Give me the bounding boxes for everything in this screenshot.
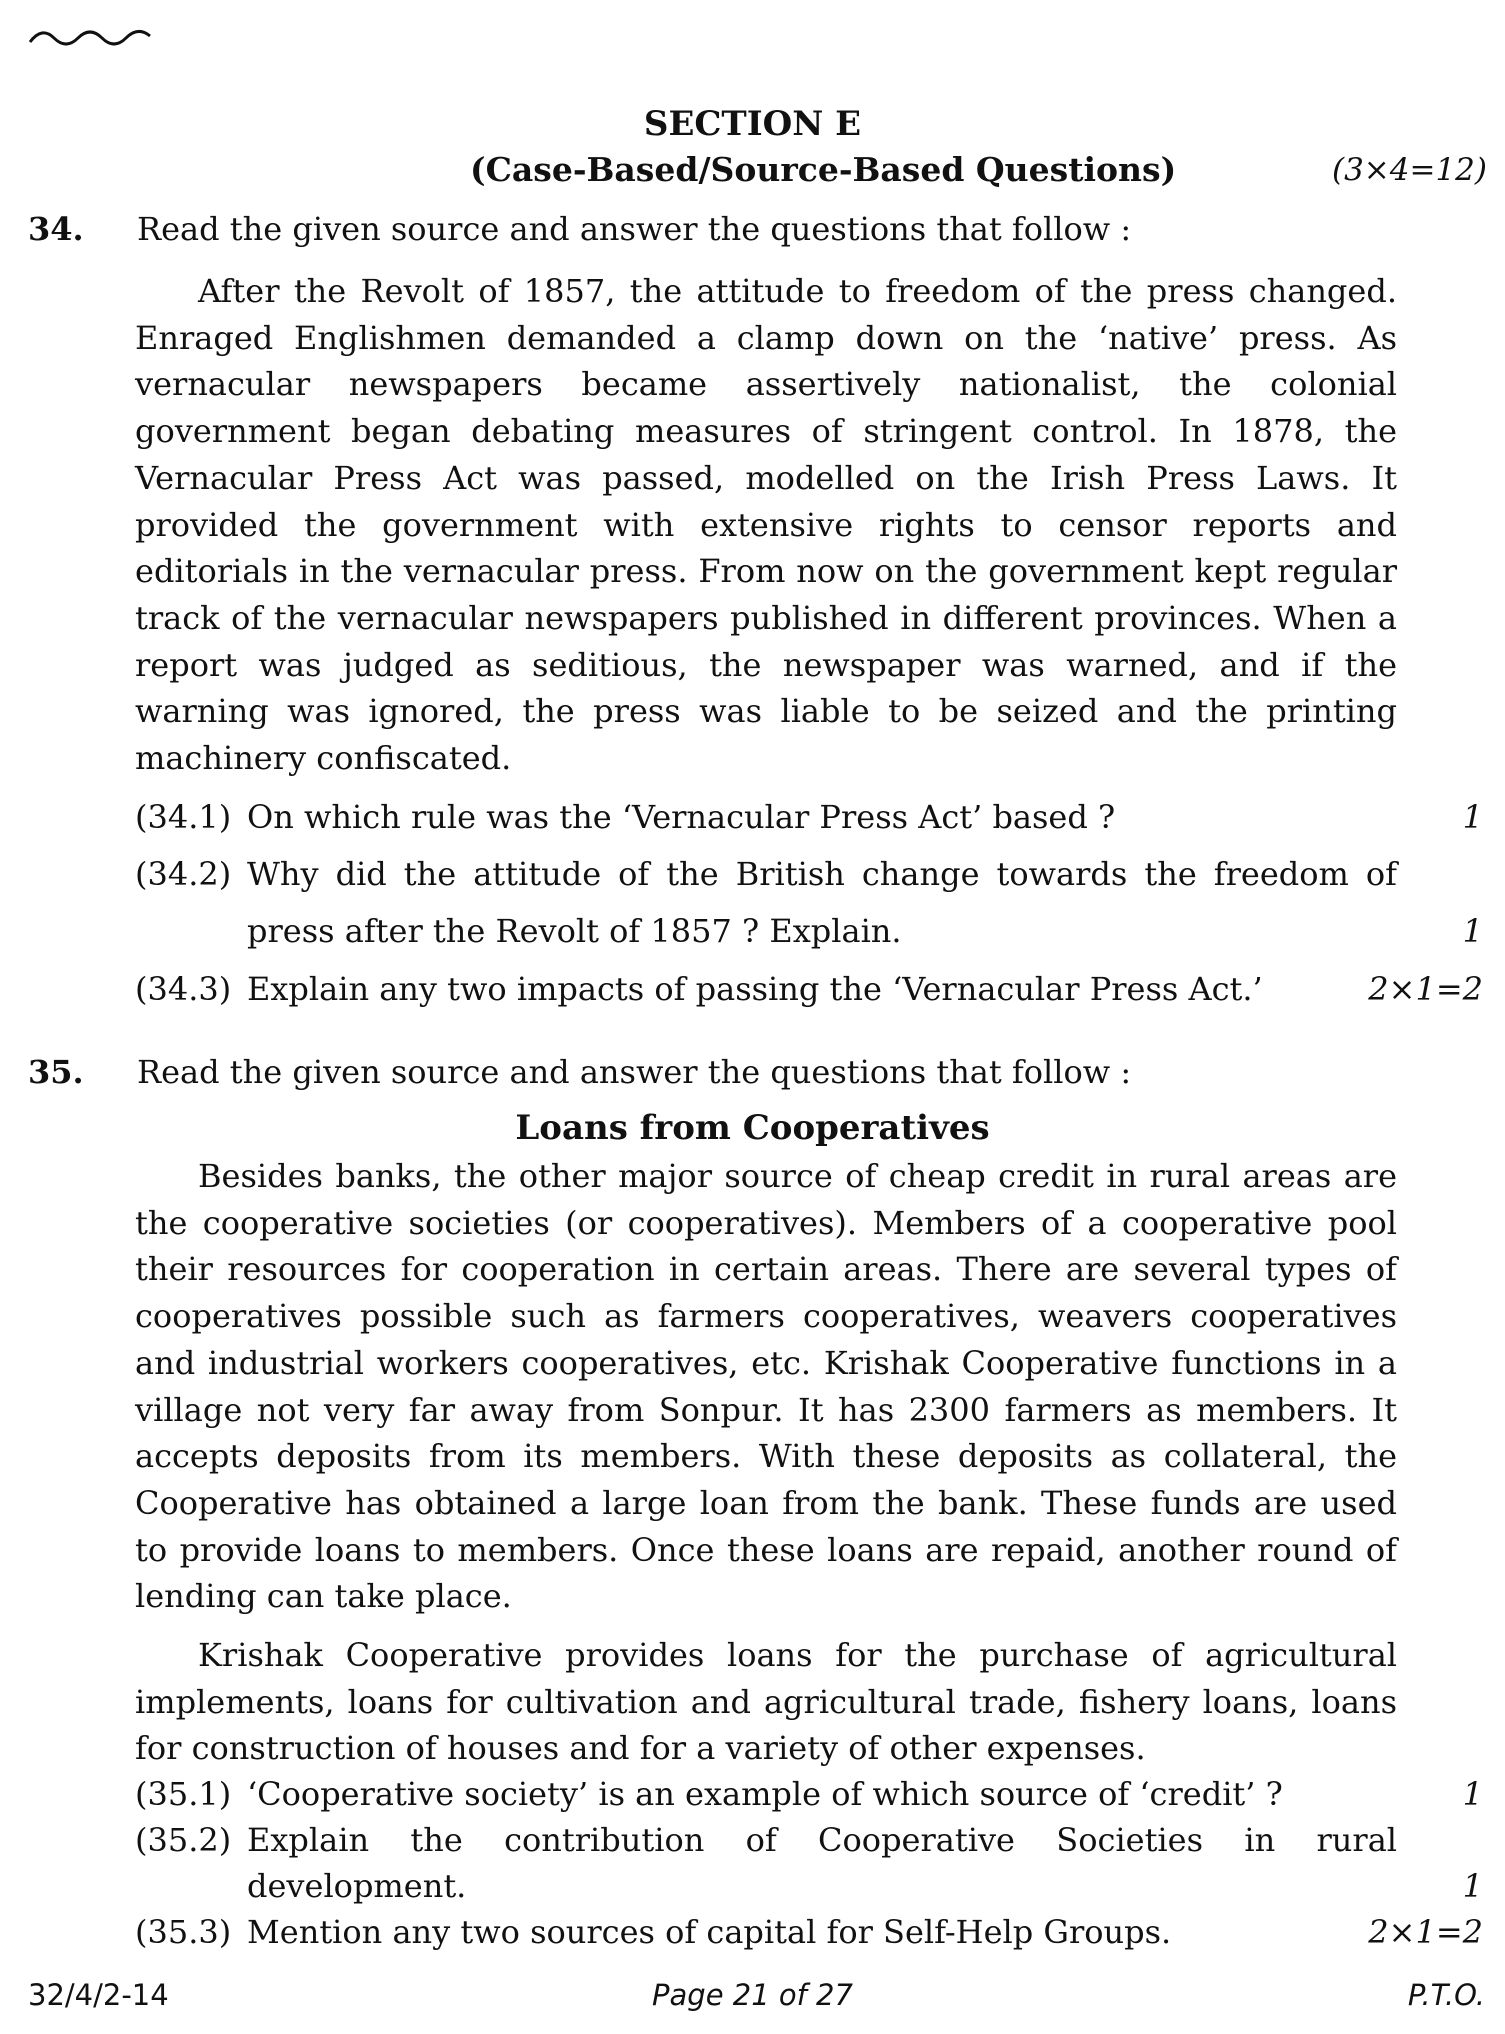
footer-paper-code: 32/4/2-14	[28, 1978, 169, 2012]
subquestion-34-2-text-line2: press after the Revolt of 1857 ? Explain.	[247, 912, 902, 950]
subquestion-34-1-number: (34.1)	[135, 798, 232, 836]
subquestion-35-2-text-line2: development.	[247, 1867, 467, 1905]
subquestion-34-3-number: (34.3)	[135, 970, 232, 1008]
question-35-passage-2: Krishak Cooperative provides loans for the purchase of agricultural implements, loans for cultivation and agricultural trade, fishery loans, loans for construction of houses and for a variety of other expenses.	[135, 1636, 1397, 1768]
question-34-number: 34.	[28, 210, 84, 248]
footer-pto: P.T.O.	[1407, 1978, 1485, 2012]
subquestion-34-1-mark: 1	[1462, 798, 1483, 836]
wavy-line-icon	[28, 22, 156, 52]
subquestion-35-2-number: (35.2)	[135, 1821, 232, 1859]
section-subtitle: (Case-Based/Source-Based Questions)	[470, 150, 1177, 189]
subquestion-35-3-text: Mention any two sources of capital for Self-Help Groups.	[247, 1913, 1172, 1951]
section-marks: (3×4=12)	[1331, 152, 1487, 188]
passage-title: Loans from Cooperatives	[515, 1108, 990, 1148]
section-title: SECTION E	[643, 104, 862, 144]
question-35-passage-1: Besides banks, the other major source of cheap credit in rural areas are the cooperative societies (or cooperatives). Members of a cooperative pool their resources for cooperation in certain areas. There are several types of cooperatives possible such as farmers cooperatives, weavers cooperatives and industrial workers cooperatives, etc. Krishak Cooperative functions in a village not very far away from Sonpur. It has 2300 farmers as members. It accepts deposits from its members. With these deposits as collateral, the Cooperative has obtained a large loan from the bank. These funds are used to provide loans to members. Once these loans are repaid, another round of lending can take place.	[135, 1157, 1397, 1616]
question-34-intro: Read the given source and answer the questions that follow :	[137, 210, 1132, 248]
subquestion-34-2-text-line1: Why did the attitude of the British change towards the freedom of	[247, 855, 1397, 893]
subquestion-35-3-mark: 2×1=2	[1368, 1913, 1483, 1951]
subquestion-35-2-mark: 1	[1462, 1867, 1483, 1905]
question-35-intro: Read the given source and answer the questions that follow :	[137, 1053, 1132, 1091]
subquestion-34-3-text: Explain any two impacts of passing the ‘Vernacular Press Act.’	[247, 970, 1263, 1008]
question-34-passage: After the Revolt of 1857, the attitude to freedom of the press changed. Enraged Englishmen demanded a clamp down on the ‘native’ press. As vernacular newspapers became assertively nationalist, the colonial government began debating measures of stringent control. In 1878, the Vernacular Press Act was passed, modelled on the Irish Press Laws. It provided the government with extensive rights to censor reports and editorials in the vernacular press. From now on the government kept regular track of the vernacular newspapers published in different provinces. When a report was judged as seditious, the newspaper was warned, and if the warning was ignored, the press was liable to be seized and the printing machinery confiscated.	[135, 272, 1397, 778]
subquestion-34-2-mark: 1	[1462, 912, 1483, 950]
subquestion-35-1-mark: 1	[1462, 1775, 1483, 1813]
subquestion-34-1-text: On which rule was the ‘Vernacular Press Act’ based ?	[247, 798, 1116, 836]
subquestion-35-1-number: (35.1)	[135, 1775, 232, 1813]
subquestion-35-1-text: ‘Cooperative society’ is an example of which source of ‘credit’ ?	[247, 1775, 1283, 1813]
footer-page-number: Page 21 of 27	[652, 1978, 853, 2012]
subquestion-35-3-number: (35.3)	[135, 1913, 232, 1951]
subquestion-35-2-text-line1: Explain the contribution of Cooperative Societies in rural	[247, 1821, 1397, 1859]
question-35-number: 35.	[28, 1053, 84, 1091]
subquestion-34-3-mark: 2×1=2	[1368, 970, 1483, 1008]
subquestion-34-2-number: (34.2)	[135, 855, 232, 893]
